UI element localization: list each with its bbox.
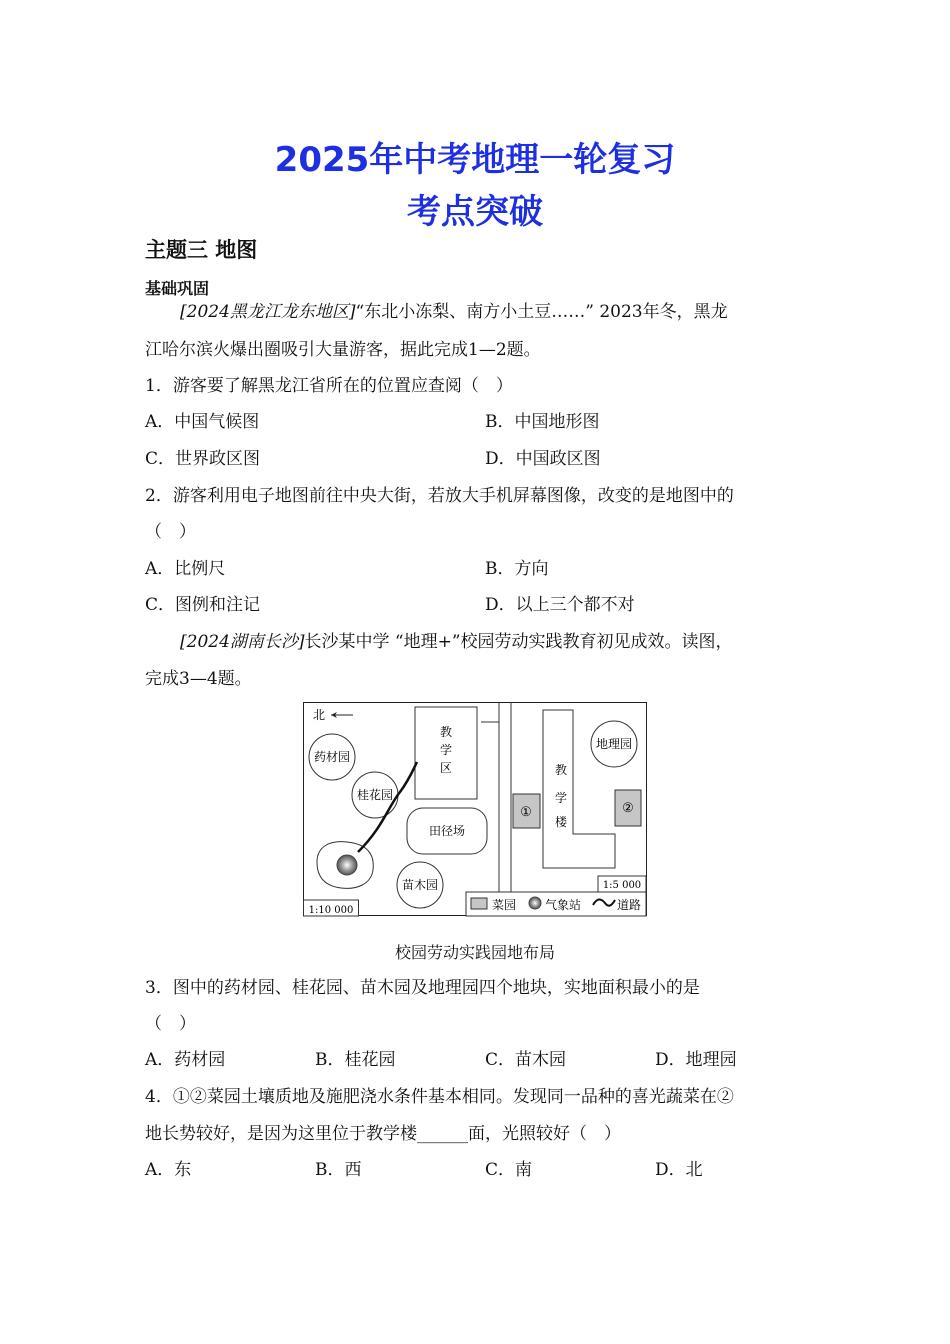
q3-stem-line1: 3．图中的药材园、桂花园、苗木园及地理园四个地块，实地面积最小的是 — [145, 978, 700, 998]
jiaoxuelou-char3: 楼 — [554, 815, 568, 829]
yaocai-label: 药材园 — [313, 750, 351, 764]
tianjing-label: 田径场 — [428, 824, 466, 838]
guihua-label: 桂花园 — [356, 788, 394, 802]
q2-option-b: B．方向 — [485, 559, 549, 579]
page-subtitle: 考点突破 — [407, 192, 543, 232]
q3-option-b: B．桂花园 — [315, 1050, 396, 1070]
legend-station: 气象站 — [545, 898, 582, 912]
q1-option-d: D．中国政区图 — [485, 449, 601, 469]
jiaoxuequ-char2: 学 — [439, 743, 453, 757]
section-heading: 基础巩固 — [145, 279, 210, 298]
intro1-line2: 江哈尔滨火爆出圈吸引大量游客，据此完成1—2题。 — [145, 340, 541, 360]
legend-station-icon — [529, 897, 541, 909]
plot2-label: ② — [622, 801, 634, 816]
q2-option-c: C．图例和注记 — [145, 595, 261, 615]
intro2-text: 长沙某中学 “地理+”校园劳动实践教育初见成效。读图， — [304, 632, 733, 652]
figure-caption: 校园劳动实践园地布局 — [394, 943, 555, 962]
q3-option-a: A．药材园 — [145, 1050, 226, 1070]
north-label: 北 — [313, 708, 326, 722]
legend-road: 道路 — [617, 898, 642, 912]
q2-stem-line1: 2．游客利用电子地图前往中央大街，若放大手机屏幕图像，改变的是地图中的 — [145, 486, 734, 506]
weather-station-icon — [337, 855, 357, 875]
legend-vegetable-icon — [471, 898, 487, 909]
jiaoxuequ-char1: 教 — [439, 725, 453, 739]
intro1-source: [2024黑龙江龙东地区] — [180, 302, 356, 322]
q4-stem-line1: 4．①②菜园土壤质地及施肥浇水条件基本相同。发现同一品种的喜光蔬菜在② — [145, 1087, 734, 1107]
jiaoxuelou-char1: 教 — [554, 763, 568, 777]
q1-option-b: B．中国地形图 — [485, 412, 600, 432]
q2-stem-line2: （ ） — [145, 522, 196, 542]
q4-option-d: D．北 — [655, 1160, 703, 1180]
topic-heading: 主题三 地图 — [145, 238, 258, 262]
intro1-text: “东北小冻梨、南方小土豆……” 2023年冬，黑龙 — [355, 302, 728, 322]
scale-right: 1:5 000 — [602, 880, 642, 891]
page-title: 2025年中考地理一轮复习 — [274, 140, 676, 180]
intro2-line2: 完成3—4题。 — [145, 669, 252, 689]
q4-option-a: A．东 — [145, 1160, 192, 1180]
jiaoxuelou-char2: 学 — [554, 791, 568, 805]
plot1-label: ① — [520, 805, 532, 820]
miaomu-label: 苗木园 — [401, 878, 439, 892]
scale-left: 1:10 000 — [308, 905, 354, 916]
q2-option-a: A．比例尺 — [145, 559, 226, 579]
intro1-line1 — [180, 300, 728, 324]
q1-option-c: C．世界政区图 — [145, 449, 261, 469]
intro2-source: [2024湖南长沙] — [180, 632, 305, 652]
jiaoxuequ-char3: 区 — [439, 761, 453, 775]
campus-map — [303, 702, 647, 917]
q4-option-c: C．南 — [485, 1160, 533, 1180]
q3-option-c: C．苗木园 — [485, 1050, 567, 1070]
q1-stem: 1．游客要了解黑龙江省所在的位置应查阅（ ） — [145, 376, 513, 396]
q1-option-a: A．中国气候图 — [145, 412, 260, 432]
legend-vegetable: 菜园 — [492, 898, 517, 912]
intro2-line1 — [180, 630, 733, 654]
q3-stem-line2: （ ） — [145, 1014, 196, 1034]
q3-option-d: D．地理园 — [655, 1050, 737, 1070]
q2-option-d: D．以上三个都不对 — [485, 595, 635, 615]
q4-option-b: B．西 — [315, 1160, 362, 1180]
dili-label: 地理园 — [595, 737, 633, 751]
q4-stem-line2: 地长势较好，是因为这里位于教学楼______面，光照较好（ ） — [145, 1124, 621, 1144]
